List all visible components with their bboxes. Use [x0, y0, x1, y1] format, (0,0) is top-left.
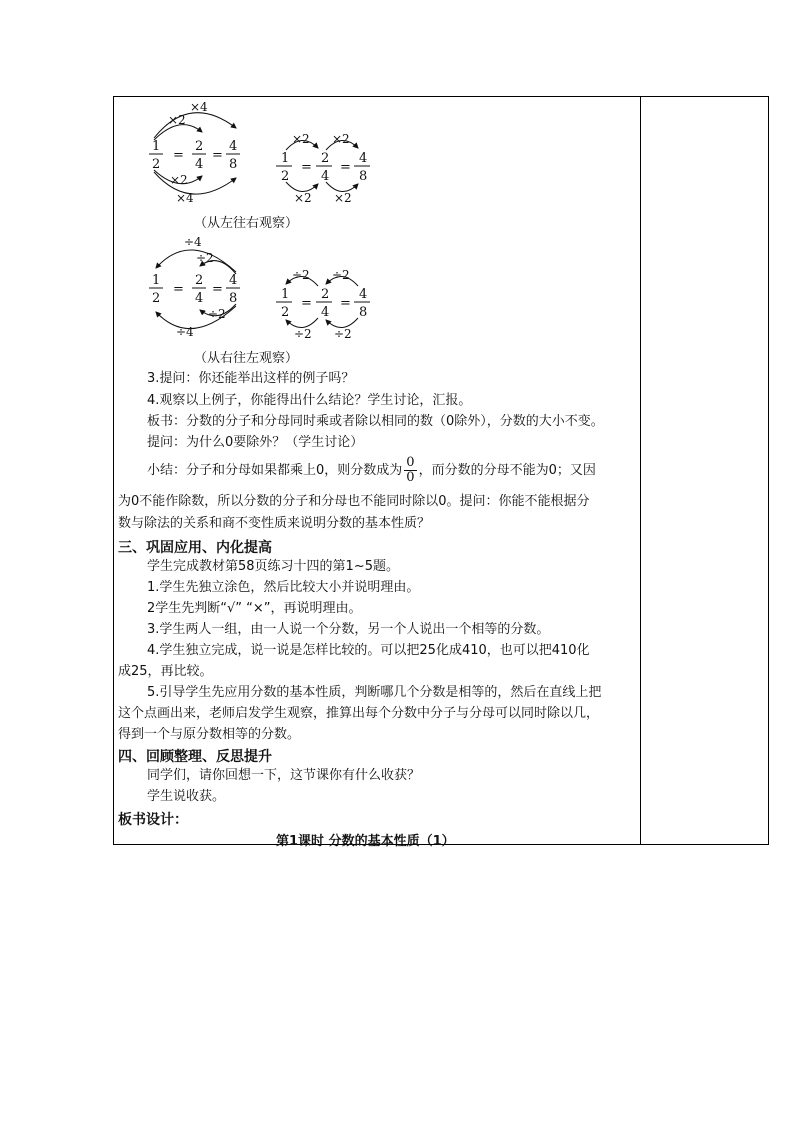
text-line: 3.提问：你还能举出这样的例子吗？ [147, 371, 355, 386]
text-line: 板书：分数的分子和分母同时乘或者除以相同的数（0除外），分数的大小不变。 [147, 414, 604, 429]
svg-text:=: = [340, 160, 351, 175]
svg-text:÷4: ÷4 [184, 235, 202, 249]
caption-right-to-left: （从右往左观察） [194, 351, 299, 366]
diagram-divide-outer [140, 232, 250, 344]
text-line: 3.学生两人一组，由一人说一个分数，另一个人说出一个相等的分数。 [147, 622, 550, 637]
label-bot-outer: ×4 [176, 191, 194, 205]
section-heading: 板书设计： [118, 812, 188, 828]
svg-text:÷4: ÷4 [176, 325, 194, 339]
svg-text:2: 2 [195, 139, 204, 154]
label-bot-inner: ×2 [170, 173, 188, 187]
inline-fraction: $\frac{0}{0}$ [406, 455, 415, 485]
text-line: 5.引导学生先应用分数的基本性质，判断哪几个分数是相等的，然后在直线上把 [147, 685, 602, 700]
svg-text:=: = [301, 296, 312, 311]
svg-text:×2: ×2 [334, 191, 352, 205]
svg-text:2: 2 [321, 287, 330, 302]
svg-text:1: 1 [152, 273, 161, 288]
label-top-outer: ×4 [190, 100, 208, 114]
section-heading: 三、巩固应用、内化提高 [118, 540, 272, 556]
section-heading: 四、回顾整理、反思提升 [118, 749, 272, 765]
svg-text:8: 8 [229, 291, 238, 306]
text-line: 得到一个与原分数相等的分数。 [118, 727, 301, 742]
text-line: 成25，再比较。 [118, 664, 213, 679]
svg-text:8: 8 [229, 157, 238, 172]
text-line: 数与除法的关系和商不变性质来说明分数的基本性质？ [118, 516, 431, 531]
board-design-title: 第1课时 分数的基本性质（1） [276, 834, 455, 849]
svg-text:1: 1 [281, 287, 290, 302]
svg-text:×2: ×2 [332, 132, 350, 146]
svg-text:÷2: ÷2 [292, 268, 310, 282]
svg-text:8: 8 [359, 305, 368, 320]
svg-text:4: 4 [321, 305, 330, 320]
svg-text:1: 1 [152, 139, 161, 154]
svg-text:2: 2 [195, 273, 204, 288]
text-line: 2学生先判断“√” “×”，再说明理由。 [147, 601, 362, 616]
svg-text:4: 4 [229, 139, 238, 154]
svg-text:=: = [301, 160, 312, 175]
svg-text:8: 8 [359, 169, 368, 184]
svg-text:=: = [173, 148, 184, 163]
svg-text:=: = [340, 296, 351, 311]
svg-text:×2: ×2 [292, 132, 310, 146]
diagram-multiply-outer [140, 98, 250, 208]
svg-text:4: 4 [359, 151, 368, 166]
svg-text:=: = [212, 282, 223, 297]
svg-text:4: 4 [195, 291, 204, 306]
svg-text:÷2: ÷2 [208, 307, 226, 321]
text-line: 同学们，请你回想一下，这节课你有什么收获？ [147, 768, 421, 783]
svg-text:4: 4 [321, 169, 330, 184]
svg-text:2: 2 [281, 305, 290, 320]
column-divider [640, 97, 641, 844]
svg-text:4: 4 [359, 287, 368, 302]
text-line: 4.学生独立完成，说一说是怎样比较的。可以把25化成410，也可以把410化 [147, 643, 590, 658]
text-line: 学生说收获。 [147, 789, 226, 804]
svg-text:2: 2 [152, 291, 161, 306]
svg-text:2: 2 [152, 157, 161, 172]
svg-text:÷2: ÷2 [294, 327, 312, 341]
svg-text:4: 4 [229, 273, 238, 288]
text-line: 4.观察以上例子，你能得出什么结论？学生讨论，汇报。 [147, 393, 472, 408]
svg-text:2: 2 [321, 151, 330, 166]
svg-text:1: 1 [281, 151, 290, 166]
summary-line: 小结：分子和分母如果都乘上0，则分数成为 $\frac{0}{0}$ ，而分数的分母不能为0；又因 [147, 455, 596, 485]
svg-text:÷2: ÷2 [196, 251, 214, 265]
text-line: 1.学生先独立涂色，然后比较大小并说明理由。 [147, 580, 420, 595]
diagram-multiply-steps [272, 128, 377, 208]
text-line: 提问：为什么0要除外？（学生讨论） [147, 435, 364, 450]
svg-text:÷2: ÷2 [334, 327, 352, 341]
svg-text:=: = [173, 282, 184, 297]
svg-text:2: 2 [281, 169, 290, 184]
text-line: 为0不能作除数，所以分数的分子和分母也不能同时除以0。提问：你能不能根据分 [118, 494, 590, 509]
text-line: 学生完成教材第58页练习十四的第1~5题。 [147, 559, 399, 574]
svg-text:=: = [212, 148, 223, 163]
text-line: 这个点画出来，老师启发学生观察，推算出每个分数中分子与分母可以同时除以几， [118, 706, 600, 721]
caption-left-to-right: （从左往右观察） [194, 216, 299, 231]
label-top-inner: ×2 [168, 113, 186, 127]
svg-text:÷2: ÷2 [332, 268, 350, 282]
diagram-divide-steps [272, 264, 377, 344]
svg-text:×2: ×2 [294, 191, 312, 205]
svg-text:4: 4 [195, 157, 204, 172]
